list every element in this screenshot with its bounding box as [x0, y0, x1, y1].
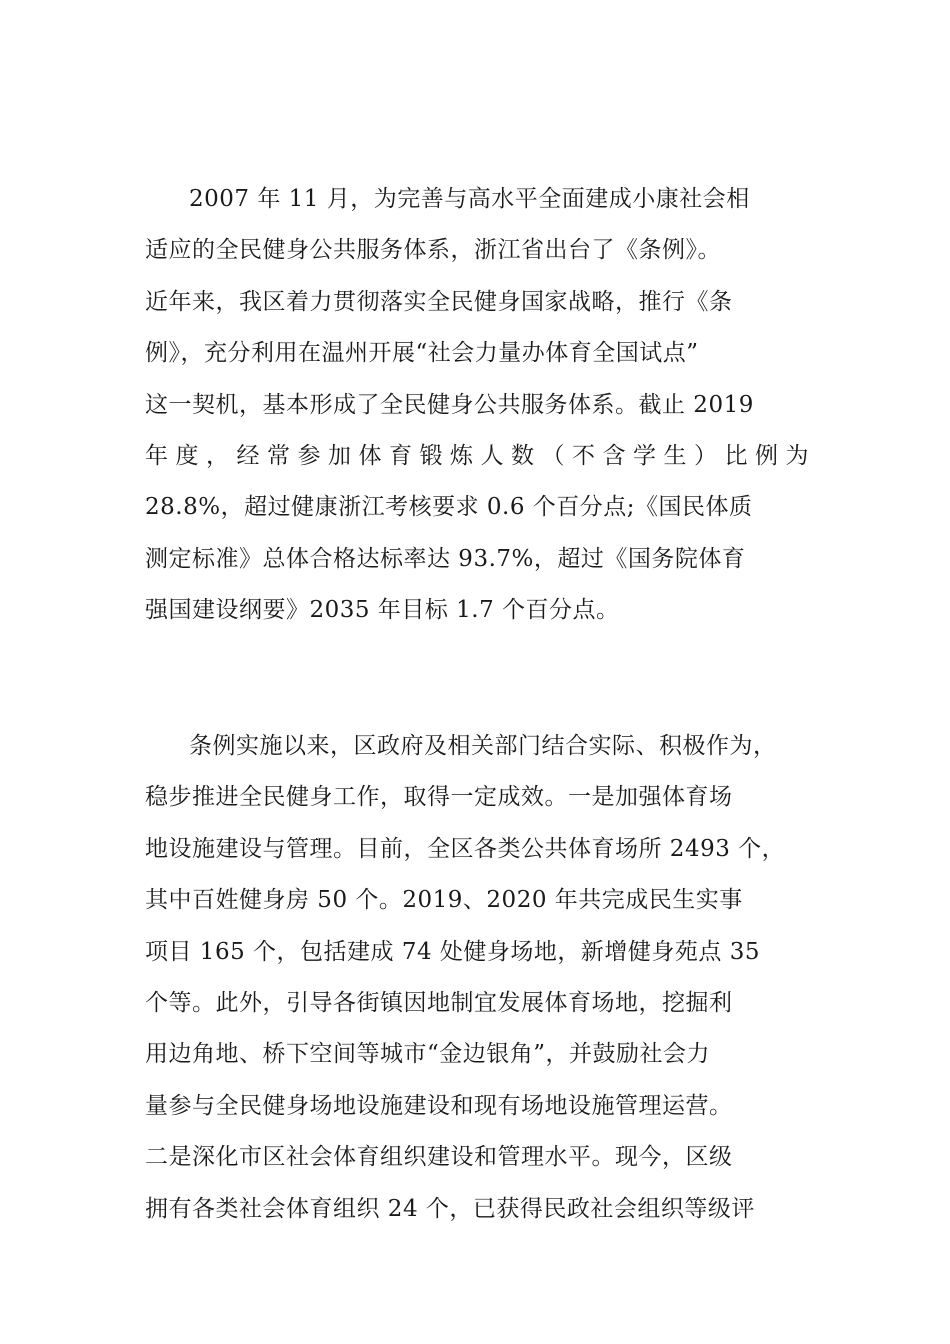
- paragraph-1: [145, 174, 816, 637]
- text-line: 2007 年 11 月，为完善与高水平全面建成小康社会相: [189, 186, 750, 212]
- text-line: 个等。此外，引导各街镇因地制宜发展体育场地，挖掘利: [145, 989, 733, 1016]
- text-line: 条例实施以来，区政府及相关部门结合实际、积极作为，: [189, 733, 777, 759]
- text-line: 年度，经常参加体育锻炼人数（不含学生）比例为: [145, 442, 816, 469]
- text-line: 拥有各类社会体育组织 24 个，已获得民政社会组织等级评: [145, 1195, 755, 1222]
- text-line: 项目 165 个，包括建成 74 处健身场地，新增健身苑点 35: [145, 938, 760, 965]
- text-line: 强国建设纲要》2035 年目标 1.7 个百分点。: [145, 597, 620, 624]
- text-line: 例》，充分利用在温州开展“社会力量办体育全国试点”: [145, 340, 699, 367]
- text-line: 用边角地、桥下空间等城市“金边银角”，并鼓励社会力: [145, 1041, 711, 1068]
- text-line: 其中百姓健身房 50 个。2019、2020 年共完成民生实事: [145, 887, 743, 914]
- text-line: 稳步推进全民健身工作，取得一定成效。一是加强体育场: [145, 784, 733, 811]
- text-line: 测定标准》总体合格达标率达 93.7%，超过《国务院体育: [145, 545, 746, 572]
- text-line: 适应的全民健身公共服务体系，浙江省出台了《条例》。: [145, 237, 721, 264]
- text-line: 地设施建设与管理。目前，全区各类公共体育场所 2493 个，: [145, 835, 786, 862]
- text-line: 这一契机，基本形成了全民健身公共服务体系。截止 2019: [145, 391, 754, 418]
- paragraph-2: [145, 721, 810, 1235]
- text-line: 二是深化市区社会体育组织建设和管理水平。现今，区级: [145, 1144, 733, 1171]
- text-line: 28.8%，超过健康浙江考核要求 0.6 个百分点;《国民体质: [145, 494, 753, 521]
- text-line: 量参与全民健身场地设施建设和现有场地设施管理运营。: [145, 1092, 733, 1119]
- text-line: 近年来，我区着力贯彻落实全民健身国家战略，推行《条: [145, 288, 733, 315]
